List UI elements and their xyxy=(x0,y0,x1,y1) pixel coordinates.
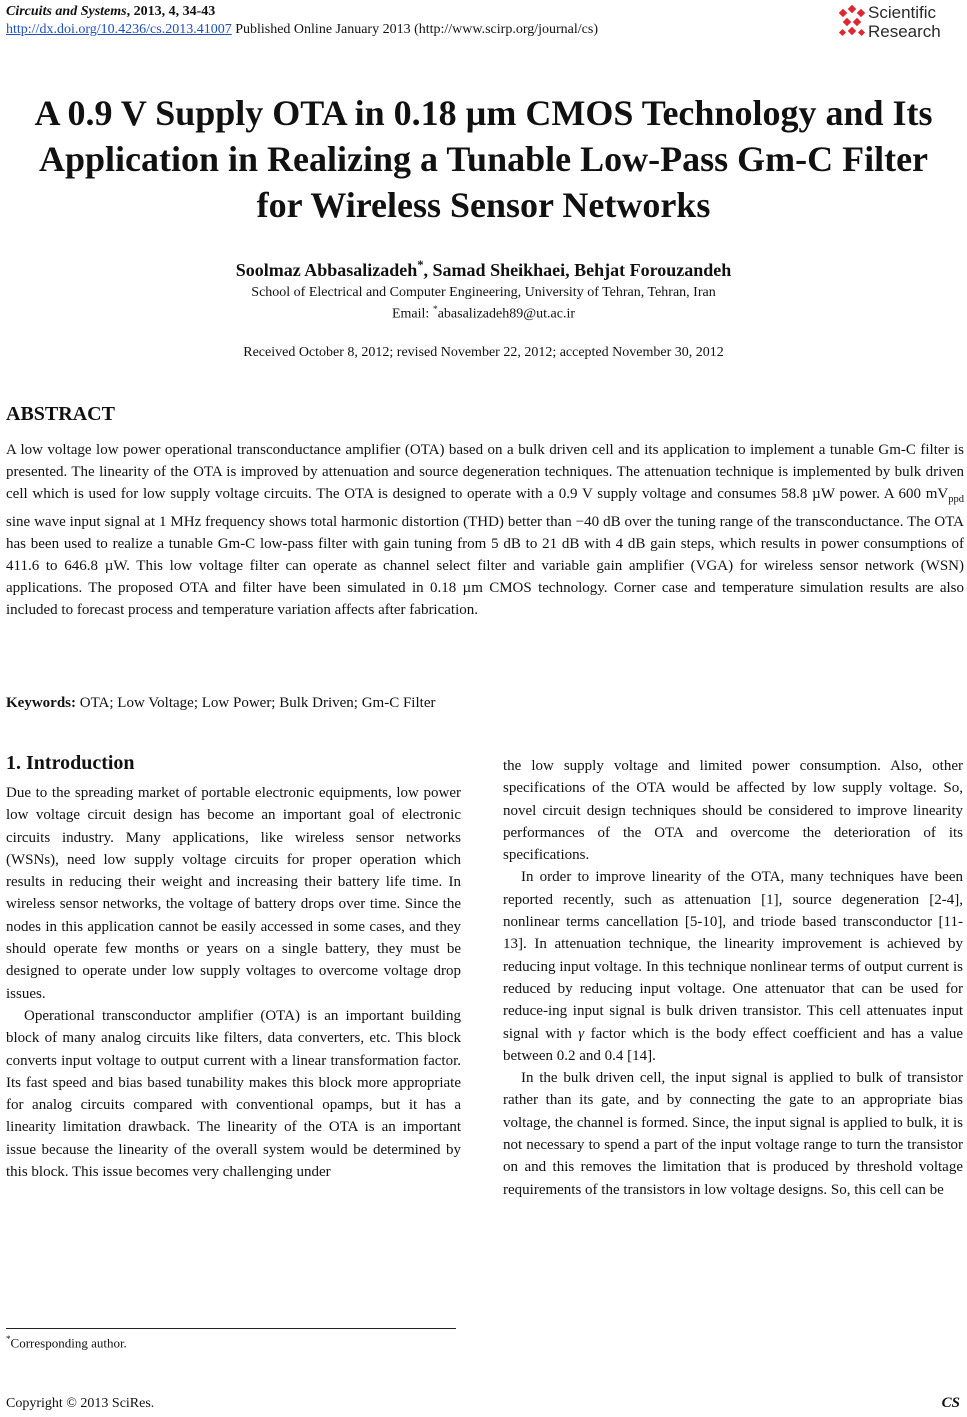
email-mark: * xyxy=(432,304,438,315)
title-line2: Application in Realizing a Tunable Low-Pass Gm-C Filter xyxy=(38,139,929,179)
corresponding-mark: * xyxy=(417,258,424,272)
footnote-mark: * xyxy=(6,1334,11,1344)
affiliation: School of Electrical and Computer Engineering, University of Tehran, Tehran, Iran xyxy=(251,285,716,300)
copyright: Copyright © 2013 SciRes. xyxy=(6,1396,155,1411)
abstract-text xyxy=(6,439,964,621)
intro-paragraph-5: In the bulk driven cell, the input signal is applied to bulk of transistor rather than its gate, and by connecting the gate to an appropriate bias voltage, the channel is formed. Since, the input signal is applied to bulk, it is not necessary to spend a part of the input voltage range to turn the transistor on and this removes the limitation that is produced by threshold voltage requirements of the transistors in low voltage designs. So, this cell can be xyxy=(503,1070,963,1198)
intro-paragraph-4b: factor which is the body effect coefficient and has a value between 0.2 and 0.4 [14]. xyxy=(503,1025,964,1064)
right-column xyxy=(503,755,963,1201)
paper-title xyxy=(0,90,967,228)
email-address: abasalizadeh89@ut.ac.ir xyxy=(437,306,575,322)
intro-paragraph-3: the low supply voltage and limited power consumption. Also, other specifications of the OTA would be affected by low supply voltage. So, novel circuit design techniques should be considered to improve linearity performances of the OTA and overcome the deterioration of its specifications. xyxy=(503,758,963,864)
first-author: Soolmaz Abbasalizadeh xyxy=(235,260,418,280)
journal-tag: CS xyxy=(941,1395,960,1411)
published-text: Published Online January 2013 (http://www.scirp.org/journal/cs) xyxy=(231,22,598,37)
journal-doi-line xyxy=(6,22,598,38)
journal-volume: , 2013, 4, 34-43 xyxy=(126,4,216,19)
keywords-label: Keywords: xyxy=(6,695,76,711)
footnote xyxy=(6,1334,127,1351)
journal-name: Circuits and Systems xyxy=(6,4,127,19)
left-column xyxy=(6,782,461,1183)
footnote-divider xyxy=(6,1328,456,1329)
email-line xyxy=(0,304,967,323)
abstract-heading: ABSTRACT xyxy=(6,403,115,425)
abstract-part1: A low voltage low power operational transconductance amplifier (OTA) based on a bulk driven cell and its application to implement a tunable Gm-C filter is presented. The linearity of the OTA is improved by attenuation and source degeneration techniques. The attenuation technique is implemented by bulk driven cell which is used for low supply voltage circuits. The OTA is designed to operate with a 0.9 V supply voltage and consumes 58.8 µW power. A 600 mV xyxy=(6,442,964,502)
logo-line2: Research xyxy=(868,22,941,41)
other-authors: , Samad Sheikhaei, Behjat Forouzandeh xyxy=(423,260,732,280)
abstract-sub: ppd xyxy=(948,494,964,505)
title-line3: for Wireless Sensor Networks xyxy=(256,185,711,225)
received-dates: Received October 8, 2012; revised November 22, 2012; accepted November 30, 2012 xyxy=(243,345,724,360)
scientific-research-logo-icon xyxy=(838,4,868,44)
email-label: Email: xyxy=(391,306,433,322)
intro-paragraph-2: Operational transconductor amplifier (OTA) is an important building block of many analog circuits like filters, data converters, etc. This block converts input voltage to output current with a linear transformation factor. Its fast speed and bias based tunability makes this block more appropriate for analog circuits compared with conventional opamps, but it has a linearity limitation drawback. The linearity of the OTA is an important issue because the linearity of the overall system would be determined by this block. This issue becomes very challenging under xyxy=(6,1007,461,1181)
author-list xyxy=(0,258,967,281)
intro-paragraph-4a: In order to improve linearity of the OTA, many techniques have been reported recently, such as attenuation [1], source degeneration [2-4], nonlinear terms cancellation [5-10], and triode based transconductor [11-13]. In attenuation technique, the linearity improvement is achieved by reducing input voltage. In this technique nonlinear terms of output current is reduced by reducing input voltage. One attenuator that can be used for reduce-ing input signal is bulk driven transistor. This cell attenuates input signal with xyxy=(503,869,963,1042)
title-line1: A 0.9 V Supply OTA in 0.18 µm CMOS Technology and Its xyxy=(34,93,933,133)
journal-citation xyxy=(6,4,215,20)
section-heading-introduction: 1. Introduction xyxy=(6,752,135,774)
intro-paragraph-4 xyxy=(503,866,963,1067)
logo-text xyxy=(868,3,941,41)
publisher-logo xyxy=(838,2,966,46)
abstract-part2: sine wave input signal at 1 MHz frequency shows total harmonic distortion (THD) better than −40 dB over the tuning range of the transconductance. The OTA has been used to realize a tunable Gm-C low-pass filter with gain tuning from 5 dB to 21 dB with 4 dB gain steps, which results in power consumptions of 411.6 to 646.8 µW. This low voltage filter can operate as channel select filter and variable gain amplifier (VGA) for wireless sensor network (WSN) applications. The proposed OTA and filter have been simulated in 0.18 µm CMOS technology. Corner case and temperature simulation results are also included to forecast process and temperature variation affects after fabrication. xyxy=(6,514,964,618)
doi-link[interactable]: http://dx.doi.org/10.4236/cs.2013.41007 xyxy=(6,22,232,37)
keywords-text: OTA; Low Voltage; Low Power; Bulk Driven; Gm-C Filter xyxy=(76,695,436,711)
intro-paragraph-1: Due to the spreading market of portable electronic equipments, low power low voltage circuit design has become an important goal of electronic circuits industry. Many applications, like wireless sensor networks (WSNs), need low supply voltage circuits for proper operation which results in reducing their weight and increasing their battery life time. In wireless sensor networks, the voltage of battery drops over time. Since the nodes in this application cannot be easily accessed in some cases, and they should operate few months or years on a single battery, they must be designed to operate under low supply voltages to overcome voltage drop issues. xyxy=(6,785,461,1002)
logo-line1: Scientific xyxy=(868,3,937,22)
keywords xyxy=(6,695,964,712)
gamma-symbol: γ xyxy=(578,1025,585,1042)
footnote-text: Corresponding author. xyxy=(10,1335,127,1351)
